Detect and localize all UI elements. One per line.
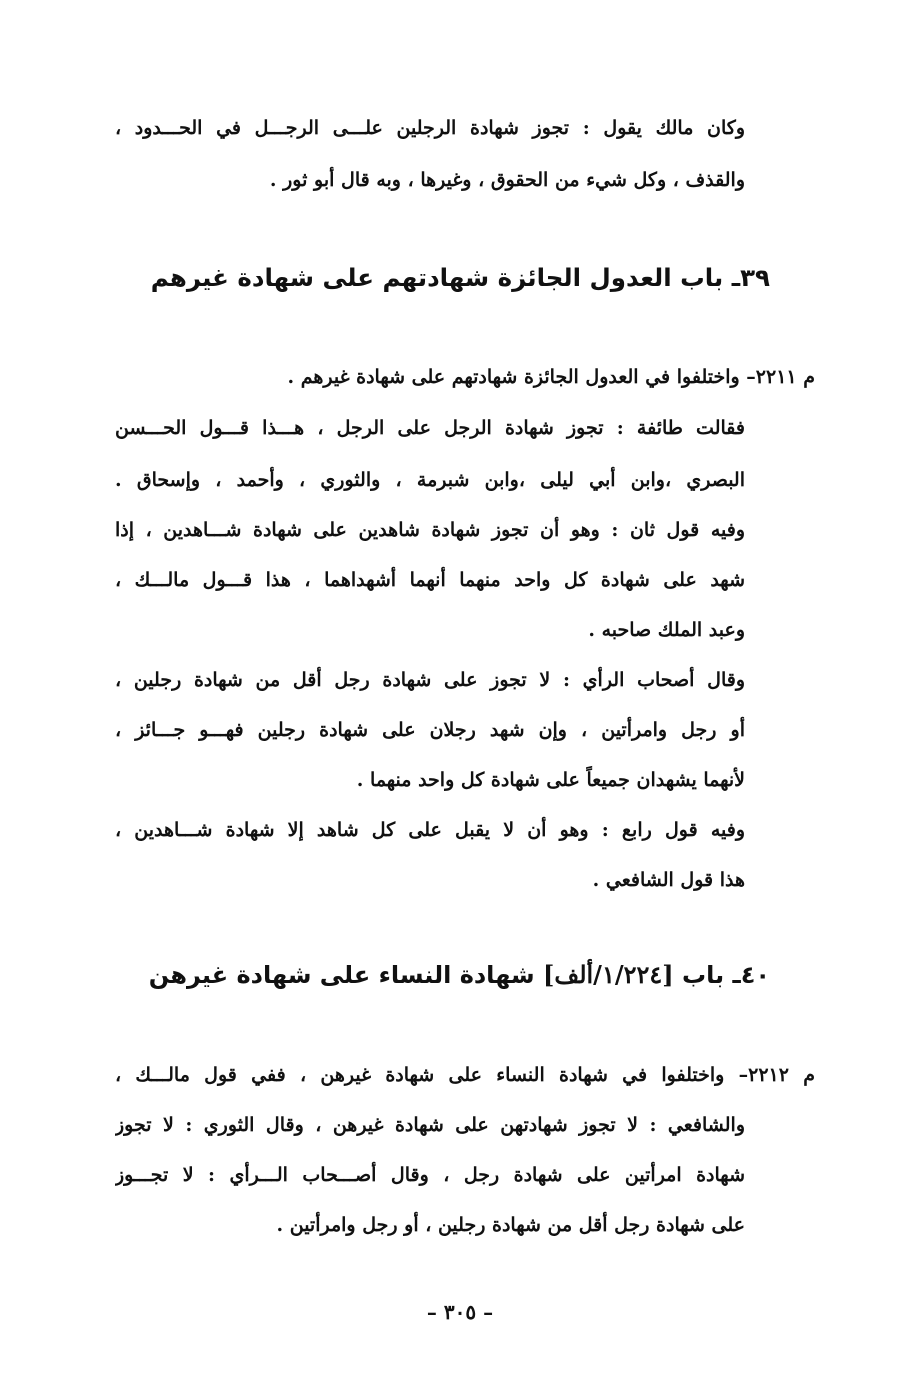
text-line: والقذف ، وكل شيء من الحقوق ، وغيرها ، وبه قال أبو ثور .: [269, 169, 745, 191]
text-line: وعبد الملك صاحبه .: [588, 619, 745, 641]
heading-title: شهادة النساء على شهادة غيرهن: [148, 961, 535, 989]
text-line: وقال أصحاب الرأي : لا تجوز على شهادة رجل أقل من شهادة رجلين ،: [115, 669, 745, 691]
manuscript-reference: [١/٢٢٤/ألف]: [543, 960, 674, 989]
text-line: وفيه قول رابع : وهو أن لا يقبل على كل شاهد إلا شهادة شـــاهدين ،: [115, 819, 745, 841]
text-line: شهد على شهادة كل واحد منهما أنهما أشهداهما ، هذا قـــول مالـــك ،: [115, 569, 745, 591]
entry-2211-first-line: م ٢٢١١– واختلفوا في العدول الجائزة شهادتهم على شهادة غيرهم .: [287, 366, 815, 388]
text-line: فقالت طائفة : تجوز شهادة الرجل على الرجل ، هـــذا قـــول الحـــسن: [115, 417, 745, 439]
section-heading-40: [150, 945, 770, 1005]
entry-2212-first-line: م ٢٢١٢– واختلفوا في شهادة النساء على شهادة غيرهن ، ففي قول مالـــك ،: [115, 1064, 815, 1086]
text-line: البصري ،وابن أبي ليلى ،وابن شبرمة ، والثوري ، وأحمد ، وإسحاق .: [115, 469, 745, 491]
page-number: – ٣٠٥ –: [426, 1300, 494, 1324]
text-line: هذا قول الشافعي .: [592, 869, 745, 891]
text-line: وفيه قول ثان : وهو أن تجوز شهادة شاهدين على شهادة شـــاهدين ، إذا: [115, 519, 745, 541]
text-line: لأنهما يشهدان جميعاً على شهادة كل واحد منهما .: [356, 769, 745, 791]
text-line: على شهادة رجل أقل من شهادة رجلين ، أو رجل وامرأتين .: [276, 1214, 745, 1236]
section-heading-39: ٣٩ـ باب العدول الجائزة شهادتهم على شهادة غيرهم: [150, 263, 770, 292]
heading-prefix: ٤٠ـ باب: [682, 961, 770, 989]
text-line: شهادة امرأتين على شهادة رجل ، وقال أصـــحاب الـــرأي : لا تجـــوز: [115, 1164, 745, 1186]
text-line: والشافعي : لا تجوز شهادتهن على شهادة غيرهن ، وقال الثوري : لا تجوز: [115, 1114, 745, 1136]
text-line: وكان مالك يقول : تجوز شهادة الرجلين علـــى الرجـــل في الحـــدود ،: [115, 117, 745, 139]
text-line: أو رجل وامرأتين ، وإن شهد رجلان على شهادة رجلين فهـــو جـــائز ،: [115, 719, 745, 741]
